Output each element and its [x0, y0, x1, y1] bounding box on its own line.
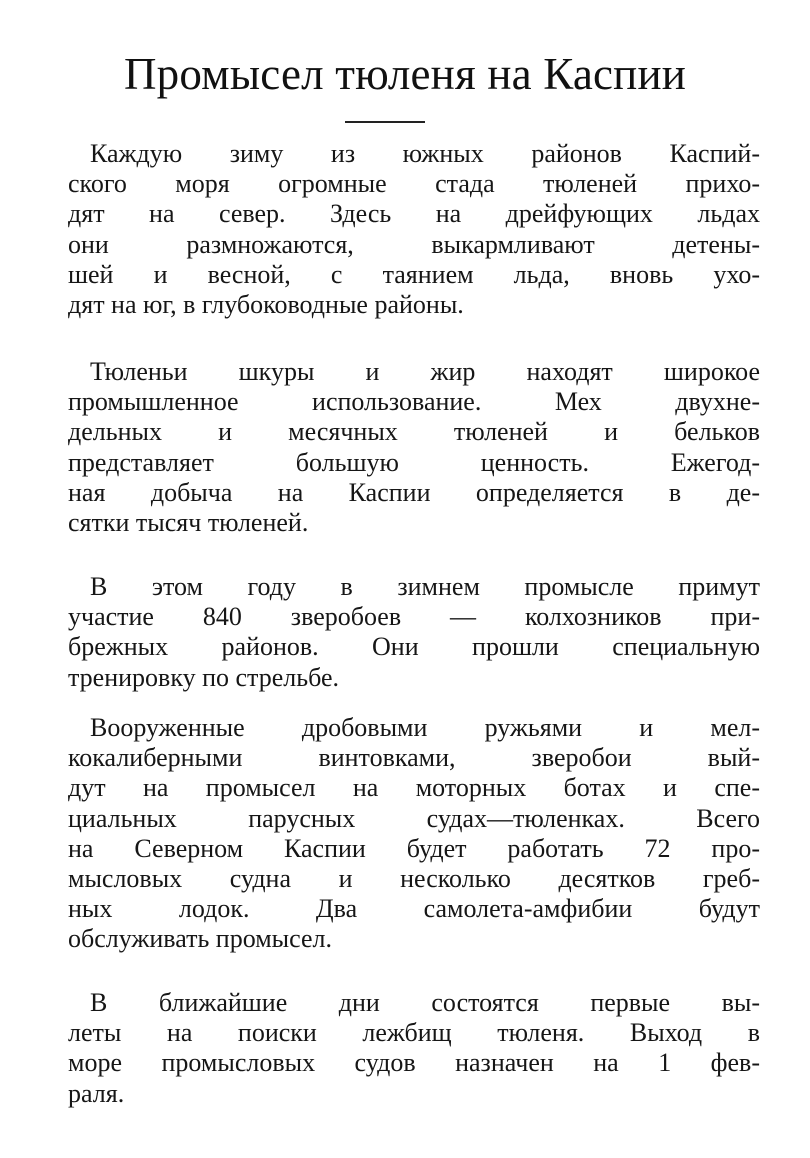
paragraph-line: Тюленьи шкуры и жир находят широкое — [90, 357, 760, 386]
paragraph-line: сятки тысяч тюленей. — [68, 507, 309, 537]
article-paragraph-5 — [68, 988, 760, 1109]
paragraph-line: кокалиберными винтовками, зверобои вый- — [68, 743, 760, 773]
paragraph-line: обслуживать промысел. — [68, 924, 333, 954]
paragraph-line: участие 840 зверобоев — колхозников при- — [68, 602, 760, 632]
paragraph-line: леты на поиски лежбищ тюленя. Выход в — [68, 1018, 760, 1048]
paragraph-line: ского моря огромные стада тюленей прихо- — [68, 169, 760, 199]
paragraph-line: В этом году в зимнем промысле примут — [90, 572, 760, 601]
paragraph-line: раля. — [68, 1078, 125, 1108]
paragraph-line: на Северном Каспии будет работать 72 про- — [68, 833, 760, 863]
article-paragraph-4 — [68, 713, 760, 955]
paragraph-line: дут на промысел на моторных ботах и спе- — [68, 773, 760, 803]
paragraph-line: Вооруженные дробовыми ружьями и мел- — [90, 713, 760, 742]
paragraph-line: море промысловых судов назначен на 1 фев- — [68, 1048, 760, 1078]
paragraph-line: дят на юг, в глубоководные районы. — [68, 289, 464, 319]
headline-divider — [345, 121, 425, 123]
paragraph-line: ных лодок. Два самолета-амфибии будут — [68, 894, 760, 924]
paragraph-line: представляет большую ценность. Ежегод- — [68, 447, 760, 477]
paragraph-line: шей и весной, с таянием льда, вновь ухо- — [68, 259, 760, 289]
paragraph-line: Каждую зиму из южных районов Каспий- — [90, 139, 760, 168]
paragraph-line: промышленное использование. Мех двухне- — [68, 387, 760, 417]
paragraph-line: они размножаются, выкармливают детены- — [68, 229, 760, 259]
article-paragraph-1 — [68, 139, 760, 320]
paragraph-line: дельных и месячных тюленей и бельков — [68, 417, 760, 447]
paragraph-line: циальных парусных судах—тюленках. Всего — [68, 803, 760, 833]
paragraph-line: мысловых судна и несколько десятков греб- — [68, 863, 760, 893]
paragraph-line: тренировку по стрельбе. — [68, 662, 340, 692]
paragraph-line: брежных районов. Они прошли специальную — [68, 632, 760, 662]
paragraph-line: ная добыча на Каспии определяется в де- — [68, 477, 760, 507]
article-headline: Промысел тюленя на Каспии — [123, 49, 687, 99]
paragraph-line: В ближайшие дни состоятся первые вы- — [90, 988, 760, 1017]
article-paragraph-3 — [68, 572, 760, 693]
paragraph-line: дят на север. Здесь на дрейфующих льдах — [68, 199, 760, 229]
article-paragraph-2 — [68, 357, 760, 538]
